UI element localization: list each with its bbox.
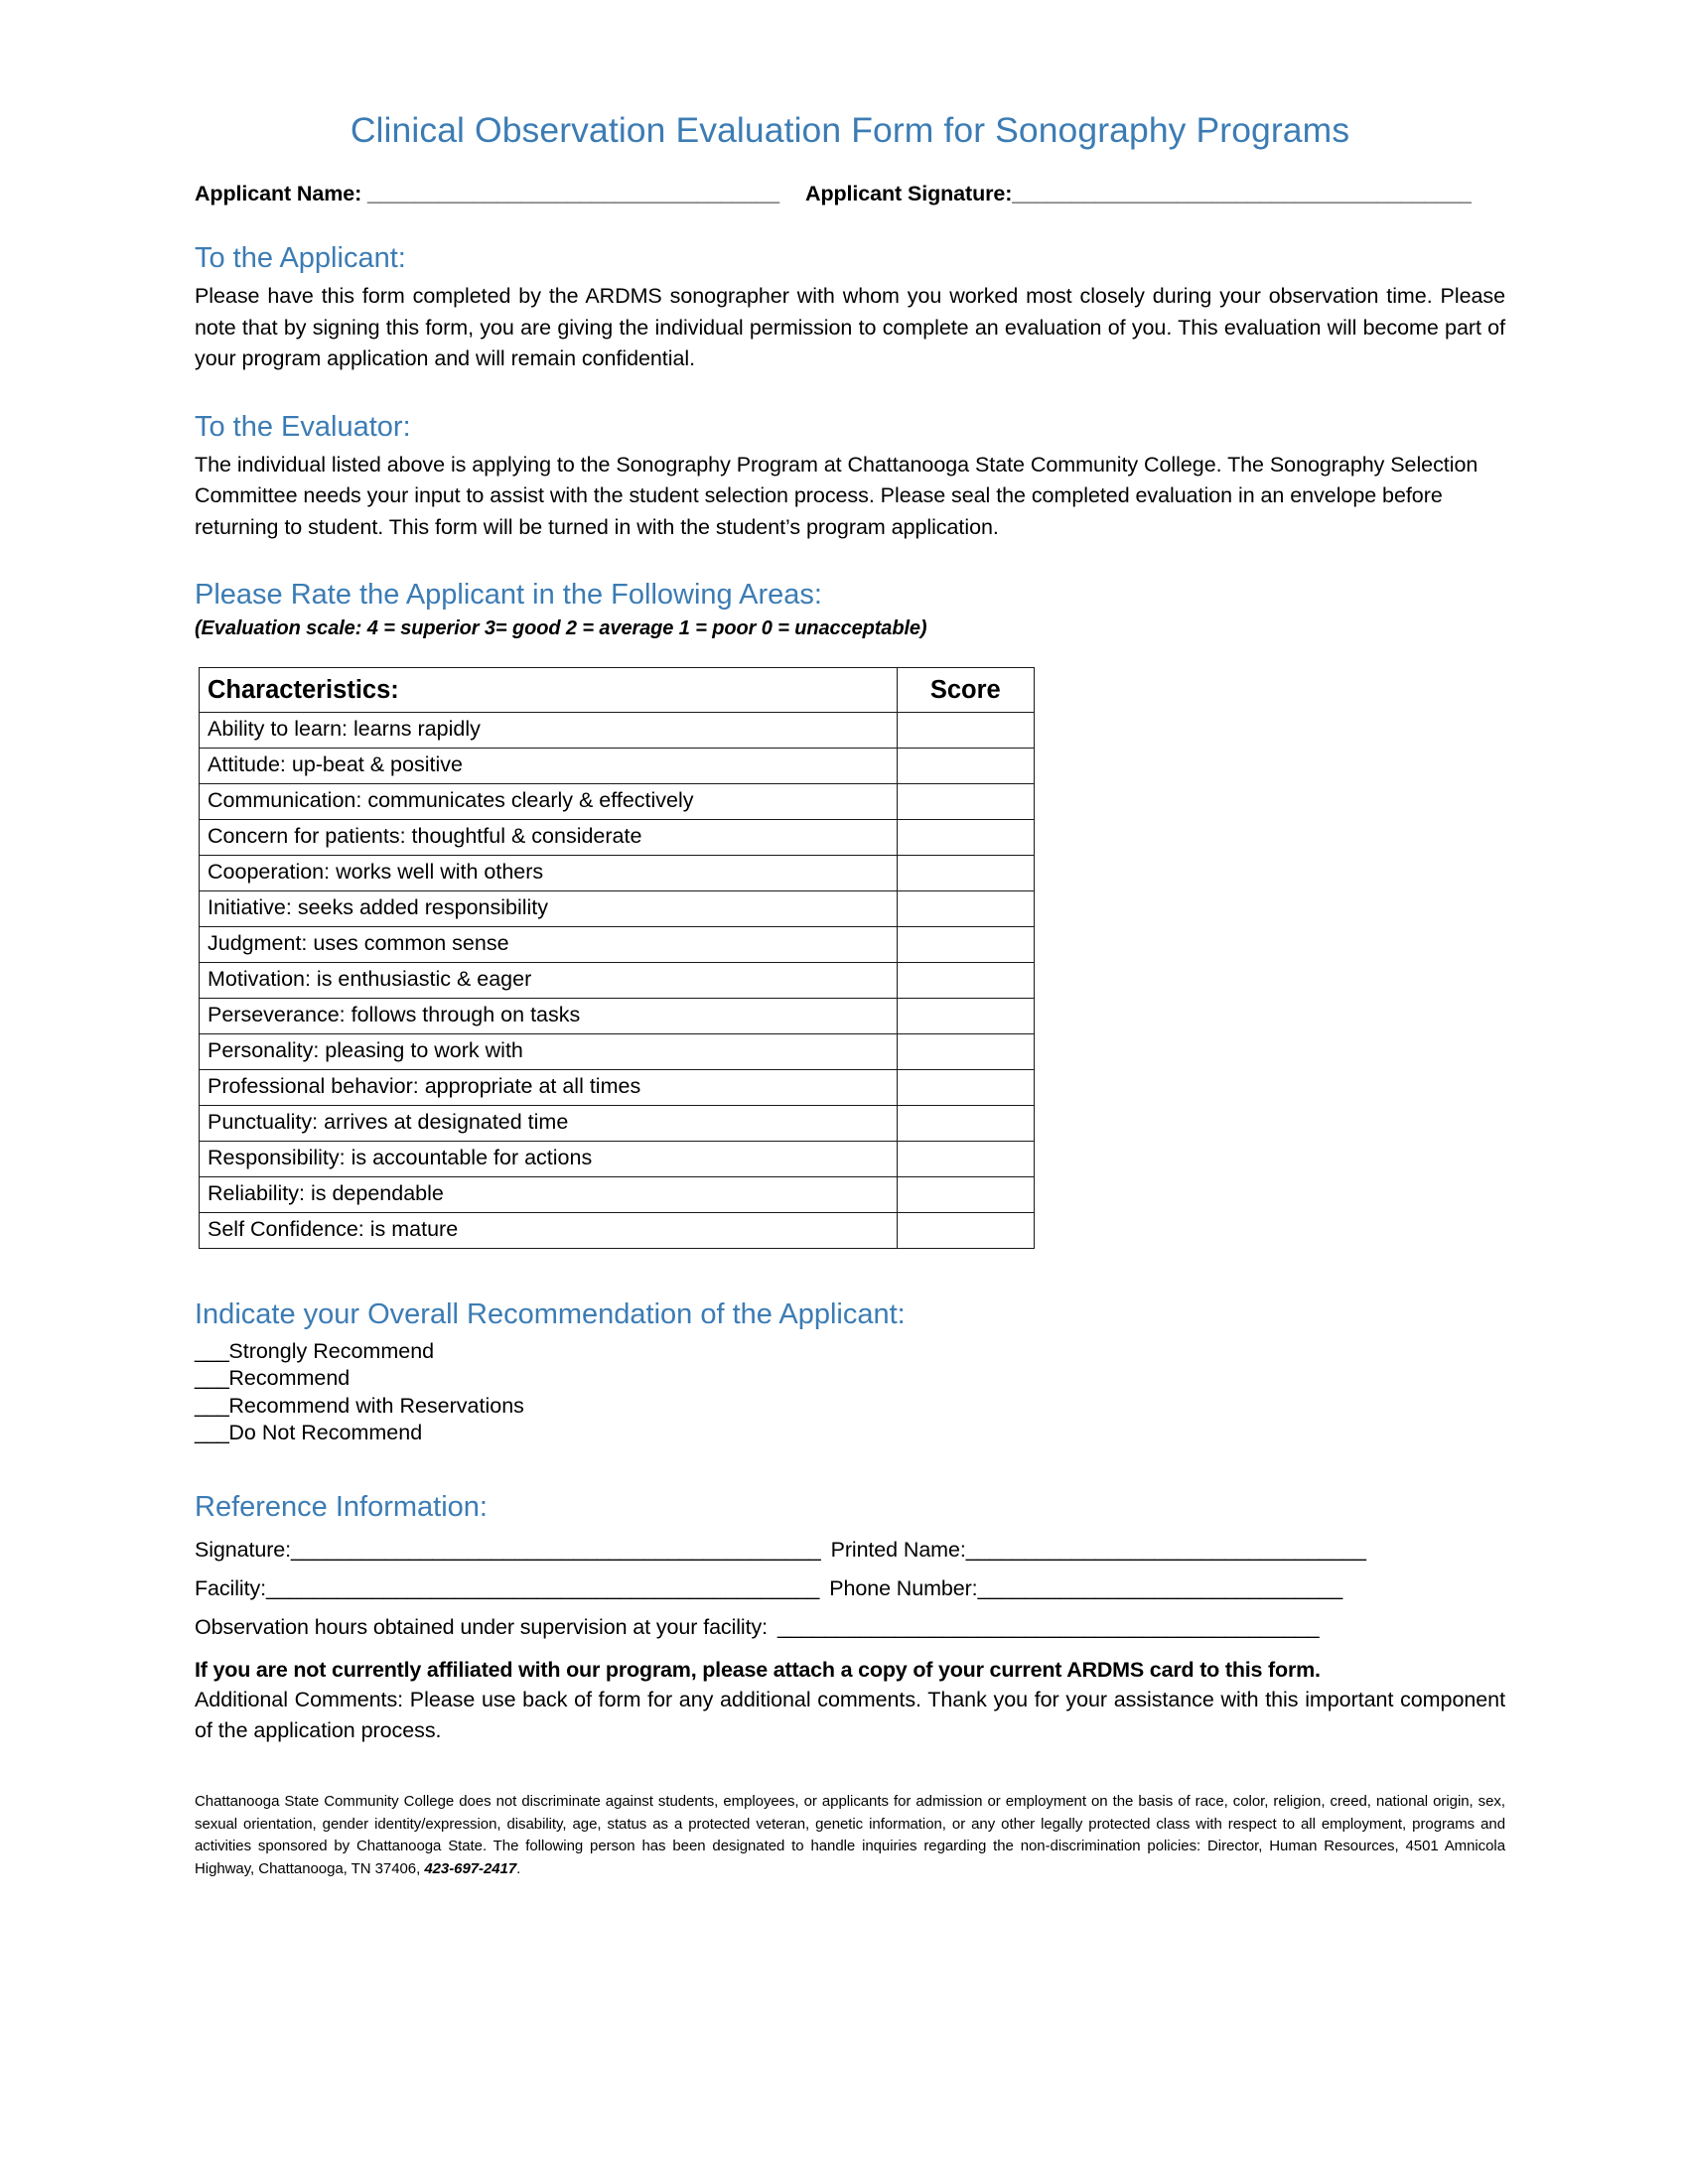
- table-row: [200, 713, 1035, 749]
- section-heading-to-evaluator: To the Evaluator:: [195, 410, 411, 443]
- recommendation-option-label: Recommend with Reservations: [228, 1393, 524, 1418]
- table-row: [200, 999, 1035, 1034]
- characteristic-cell: Reliability: is dependable: [200, 1177, 898, 1213]
- column-header-characteristics: Characteristics:: [200, 668, 898, 713]
- table-row: [200, 1106, 1035, 1142]
- to-applicant-body: Please have this form completed by the ARDMS sonographer with whom you worked most closely during your observation time. Please note that by signing this form, you are giving the individual permission to complete an evaluation of you. This evaluation will become part of your program application and will remain confidential.: [195, 284, 1505, 371]
- recommendation-options-list: [195, 1338, 1505, 1447]
- characteristic-cell: Communication: communicates clearly & effectively: [200, 784, 898, 820]
- recommendation-option-label: Recommend: [228, 1366, 351, 1391]
- score-cell[interactable]: [897, 749, 1035, 784]
- observation-hours-field[interactable]: ______________________________________________: [777, 1615, 1320, 1640]
- ardms-card-notice: If you are not currently affiliated with our program, please attach a copy of your current ARDMS card to this form.: [195, 1658, 1321, 1683]
- recommendation-option-label: Do Not Recommend: [228, 1421, 423, 1445]
- to-evaluator-body: The individual listed above is applying to the Sonography Program at Chattanooga State Community College. The Sonography Selection Committee needs your input to assist with the student selection process. Please seal the completed evaluation in an envelope before returning to student. This form will be turned in with the student’s program application.: [195, 452, 1478, 539]
- table-row: [200, 784, 1035, 820]
- applicant-signature-label: Applicant Signature: [805, 182, 1006, 206]
- characteristic-cell: Responsibility: is accountable for actions: [200, 1142, 898, 1177]
- page-title: Clinical Observation Evaluation Form for Sonography Programs: [350, 110, 1350, 150]
- reference-phone-label: Phone Number:: [829, 1576, 978, 1601]
- recommendation-option[interactable]: [195, 1420, 1505, 1447]
- recommendation-option-label: Strongly Recommend: [228, 1338, 435, 1363]
- section-heading-reference-information: Reference Information:: [195, 1490, 488, 1523]
- recommendation-option[interactable]: [195, 1338, 1505, 1366]
- section-heading-rate-applicant: Please Rate the Applicant in the Following Areas:: [195, 578, 822, 611]
- additional-comments-note: Additional Comments: Please use back of form for any additional comments. Thank you for your assistance with this important component of the application process.: [195, 1688, 1505, 1743]
- applicant-signature-field[interactable]: _______________________________________: [1012, 182, 1472, 206]
- characteristic-cell: Concern for patients: thoughtful & considerate: [200, 820, 898, 856]
- characteristic-cell: Self Confidence: is mature: [200, 1213, 898, 1249]
- characteristic-cell: Cooperation: works well with others: [200, 856, 898, 891]
- applicant-signature-colon: :: [1005, 182, 1013, 206]
- characteristic-cell: Perseverance: follows through on tasks: [200, 999, 898, 1034]
- score-cell[interactable]: [897, 1142, 1035, 1177]
- reference-printed-name-label: Printed Name:: [830, 1538, 966, 1563]
- applicant-identity-line: [195, 182, 1505, 206]
- table-header-row: [200, 668, 1035, 713]
- score-cell[interactable]: [897, 1034, 1035, 1070]
- score-cell[interactable]: [897, 1177, 1035, 1213]
- characteristic-cell: Punctuality: arrives at designated time: [200, 1106, 898, 1142]
- table-header: [200, 668, 1035, 713]
- table-row: [200, 1177, 1035, 1213]
- score-cell[interactable]: [897, 784, 1035, 820]
- recommendation-blank[interactable]: ___: [195, 1366, 229, 1391]
- reference-facility-field[interactable]: _______________________________________________: [265, 1576, 820, 1601]
- table-body: [200, 713, 1035, 1249]
- characteristic-cell: Initiative: seeks added responsibility: [200, 891, 898, 927]
- section-heading-overall-recommendation: Indicate your Overall Recommendation of the Applicant:: [195, 1298, 906, 1331]
- reference-signature-field[interactable]: _____________________________________________: [291, 1538, 821, 1563]
- table-row: [200, 891, 1035, 927]
- score-cell[interactable]: [897, 999, 1035, 1034]
- table-row: [200, 749, 1035, 784]
- reference-printed-name-field[interactable]: __________________________________: [965, 1538, 1366, 1563]
- recommendation-option[interactable]: [195, 1393, 1505, 1421]
- score-cell[interactable]: [897, 820, 1035, 856]
- section-heading-to-applicant: To the Applicant:: [195, 242, 406, 275]
- footer-period: .: [516, 1860, 521, 1878]
- table-row: [200, 1213, 1035, 1249]
- characteristic-cell: Personality: pleasing to work with: [200, 1034, 898, 1070]
- score-cell[interactable]: [897, 1070, 1035, 1106]
- table-row: [200, 1070, 1035, 1106]
- footer-text: Chattanooga State Community College does not discriminate against students, employees, or applicants for admission or employment on the basis of race, color, religion, creed, national origin, sex, sexual orientation, gender identity/expression, disability, age, status as a protected veteran, genetic information, or any other legally protected class with respect to all employment, programs and activities sponsored by Chattanooga State. The following person has been designated to handle inquiries regarding the non-discrimination policies: Director, Human Resources, 4501 Amnicola Highway, Chattanooga, TN 37406,: [195, 1792, 1505, 1878]
- reference-signature-line: [195, 1538, 1505, 1563]
- score-cell[interactable]: [897, 713, 1035, 749]
- score-cell[interactable]: [897, 891, 1035, 927]
- recommendation-blank[interactable]: ___: [195, 1393, 229, 1418]
- score-cell[interactable]: [897, 856, 1035, 891]
- table-row: [200, 856, 1035, 891]
- table-row: [200, 963, 1035, 999]
- reference-facility-label: Facility:: [195, 1576, 266, 1601]
- table-row: [200, 1142, 1035, 1177]
- column-header-score: Score: [897, 668, 1035, 713]
- characteristic-cell: Motivation: is enthusiastic & eager: [200, 963, 898, 999]
- evaluation-scale-legend: (Evaluation scale: 4 = superior 3= good 2 = average 1 = poor 0 = unacceptable): [195, 617, 927, 640]
- characteristic-cell: Judgment: uses common sense: [200, 927, 898, 963]
- table-row: [200, 1034, 1035, 1070]
- recommendation-option[interactable]: [195, 1365, 1505, 1393]
- table-row: [200, 820, 1035, 856]
- observation-hours-label: Observation hours obtained under supervision at your facility:: [195, 1615, 769, 1640]
- score-cell[interactable]: [897, 1106, 1035, 1142]
- applicant-name-colon: :: [354, 182, 368, 206]
- characteristic-cell: Ability to learn: learns rapidly: [200, 713, 898, 749]
- score-cell[interactable]: [897, 1213, 1035, 1249]
- recommendation-blank[interactable]: ___: [195, 1421, 229, 1445]
- footer-phone: 423-697-2417: [424, 1860, 517, 1878]
- reference-phone-field[interactable]: _______________________________: [977, 1576, 1343, 1601]
- characteristics-rating-table: [199, 667, 1035, 1249]
- recommendation-blank[interactable]: ___: [195, 1338, 229, 1363]
- observation-hours-line: [195, 1615, 1505, 1640]
- non-discrimination-footer: [195, 1791, 1505, 1881]
- applicant-name-label: Applicant Name: [195, 182, 355, 206]
- score-cell[interactable]: [897, 927, 1035, 963]
- characteristic-cell: Professional behavior: appropriate at all times: [200, 1070, 898, 1106]
- reference-signature-label: Signature:: [195, 1538, 292, 1563]
- characteristic-cell: Attitude: up-beat & positive: [200, 749, 898, 784]
- reference-facility-line: [195, 1576, 1505, 1601]
- document-content: [195, 0, 1505, 1881]
- applicant-name-field[interactable]: ___________________________________: [367, 182, 780, 206]
- score-cell[interactable]: [897, 963, 1035, 999]
- table-row: [200, 927, 1035, 963]
